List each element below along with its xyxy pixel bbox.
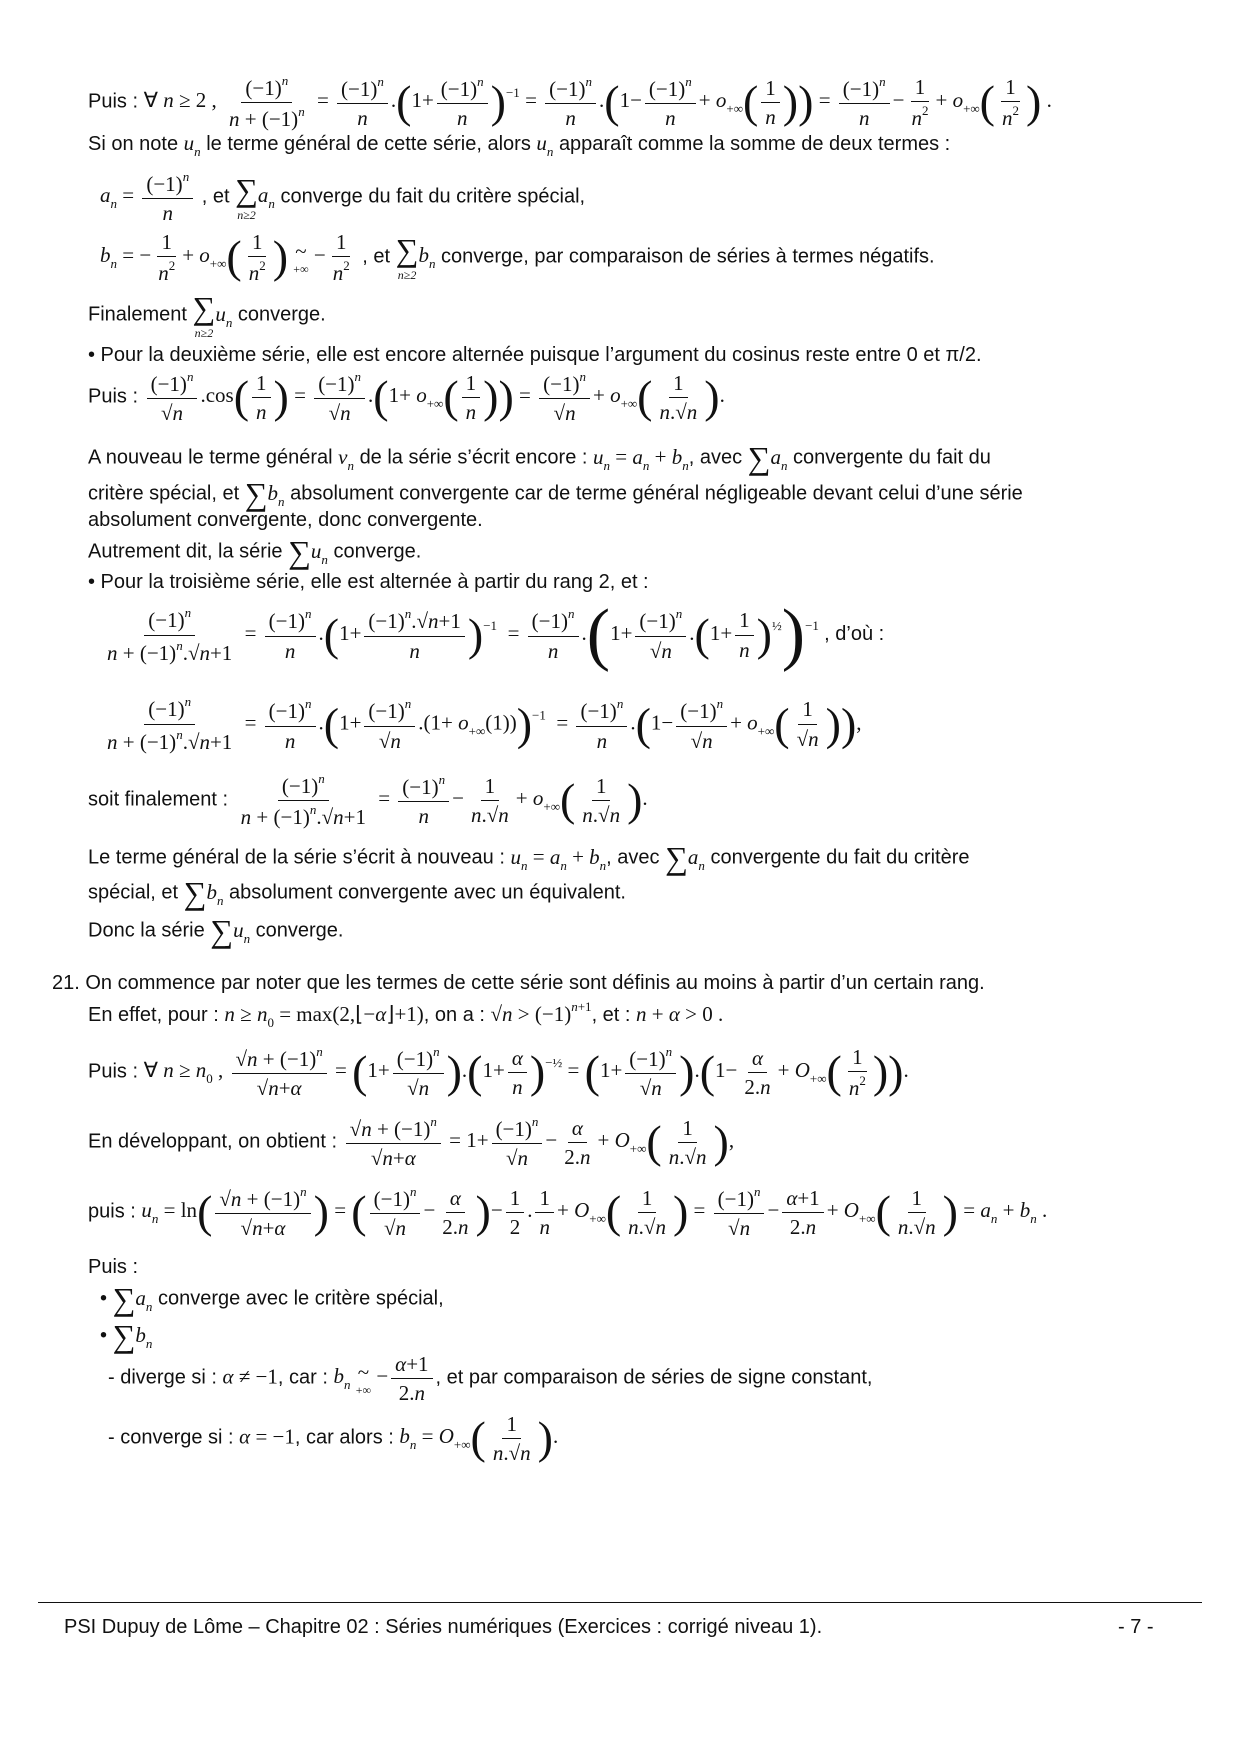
- text-b-et: , et: [362, 245, 391, 268]
- text-autrement: Autrement dit, la série $\sum u_n$ converge.: [88, 534, 422, 570]
- text-terme-3: convergente du fait du critère: [710, 846, 970, 869]
- text-21-intro: On commence par noter que les termes de cette série sont définis au moins à partir d’un certain rang.: [85, 972, 985, 994]
- text-diverge: - diverge si : α ≠ −1, car : $b_n$ ~ +∞ − $\frac{\alpha+1}{2.n}$ , et par comparaison de séries de signe constant,: [108, 1352, 873, 1406]
- formula-soit-finalement: soit finalement : $\frac{(-1)^n}{n + (-1)^n.√n+1}$ = $\frac{(-1)^n}{n}$ − $\frac{1}{n.√n}$ + $o_{+\infty}$( $\frac{1}{n.√n}$ ).: [88, 771, 648, 830]
- sum-an: ∑ n≥2: [235, 171, 258, 222]
- sum-bn: ∑ n≥2: [395, 231, 419, 282]
- math-un: $u_n$: [183, 131, 201, 159]
- text-donc-end: converge.: [255, 919, 344, 942]
- formula-puis-un: puis : $u_n = \ln$( $\frac{√n + (-1)^n}{√n+\alpha}$ ) = ( $\frac{(-1)^n}{√n}$ − $\frac{\alpha}{2.n}$ )− $\frac{1}{2}$ . $\frac{1}{n}$ + $O_{+\infty}$( $\frac{1}{n.√n}$ ) = $\frac{(-1)^n}{√n}$ − $\frac{\alpha+1}{2.n}$ + $O_{+\infty}$( $\frac{1}{n.√n}$ ) = $a_n + b_n$ .: [88, 1184, 1048, 1241]
- text-autrement-label: Autrement dit, la série: [88, 540, 283, 563]
- section-number: 21.: [52, 972, 80, 994]
- text-a-converge: converge du fait du critère spécial,: [280, 185, 586, 208]
- footer-rule: [38, 1602, 1202, 1603]
- math-un: $u_n$: [536, 131, 554, 159]
- text-nouveau-1: A nouveau le terme général: [88, 446, 333, 469]
- formula-bn: $b_n$ = − $\frac{1}{n^2}$ + $o_{+\infty}$( $\frac{1}{n^2}$ ) ~ +∞ − $\frac{1}{n^2}$ , et ∑ n≥2 $b_n$ converge, par comparaison de séries à termes négatifs.: [100, 230, 935, 286]
- text-finalement-label: Finalement: [88, 303, 187, 326]
- text-autrement-end: converge.: [333, 540, 422, 563]
- formula-puis-1: ∀ n ≥ 2 , $\frac{(-1)^n}{n + (-1)^n}$ = $\frac{(-1)^n}{n}$ .(1+ $\frac{(-1)^n}{n}$ )$^{-1}$ = $\frac{(-1)^n}{n}$ .(1− $\frac{(-1)^n}{n}$ + $o_{+\infty}$( $\frac{1}{n}$ )) = $\frac{(-1)^n}{n}$ − $\frac{1}{n^2}$ + $o_{+\infty}$( $\frac{1}{n^2}$ ) .: [143, 73, 1052, 132]
- text-nouveau-3: , avec: [688, 446, 743, 469]
- text-si-on-note: [88, 131, 950, 160]
- text-nouveau-4: convergente du fait du: [793, 446, 991, 469]
- text-finalement-end: converge.: [237, 303, 326, 326]
- formula-puis-cos: Puis : $\frac{(-1)^n}{√n}$ .cos( $\frac{1}{n}$ ) = $\frac{(-1)^n}{√n}$ $.(1+ o_{+\infty}$( $\frac{1}{n}$ )) = $\frac{(-1)^n}{√n}$ + $o_{+\infty}$( $\frac{1}{n.√n}$ ).: [88, 369, 725, 426]
- text-terme-general: Le terme général de la série s’écrit à nouveau : $u_n = a_n + b_n$, avec $\sum a_n$ convergente du fait du critère: [88, 840, 970, 876]
- label-puis: Puis :: [88, 90, 139, 113]
- text-deuxieme: • Pour la deuxième série, elle est encore alternée puisque l’argument du cosinus reste entre 0 et π/2.: [88, 344, 982, 366]
- text-abs-conv: absolument convergente, donc convergente.: [88, 509, 483, 531]
- text-critere-1: critère spécial, et: [88, 482, 240, 505]
- formula-21-puis: Puis : ∀ $n \ge n_0$ , $\frac{√n + (-1)^n}{√n+\alpha}$ = (1+ $\frac{(-1)^n}{√n}$ ).(1+ $\frac{\alpha}{n}$ )$^{-\frac{1}{2}}$ = (1+ $\frac{(-1)^n}{√n}$ ).(1− $\frac{\alpha}{2.n}$ + $O_{+\infty}$( $\frac{1}{n^2}$ )).: [88, 1044, 909, 1101]
- label-21-puis: Puis :: [88, 1060, 139, 1083]
- text-special-1: spécial, et: [88, 881, 179, 904]
- text-b-converge: converge, par comparaison de séries à termes négatifs.: [441, 245, 935, 268]
- formula-developpant: En développant, on obtient : $\frac{√n + (-1)^n}{√n+\alpha}$ = 1+ $\frac{(-1)^n}{√n}$ − $\frac{\alpha}{2.n}$ + $O_{+\infty}$( $\frac{1}{n.√n}$ ),: [88, 1114, 735, 1171]
- bullet-icon: •: [100, 1287, 108, 1310]
- text-si-on-note-mid: le terme général de cette série, alors: [206, 133, 531, 155]
- bullet-bn: • $\sum b_n$: [100, 1318, 153, 1354]
- text-terme-2: , avec: [606, 846, 660, 869]
- text-critere: critère spécial, et $\sum b_n$ absolument convergente car de terme général négligeable devant celui d’une série: [88, 476, 1023, 512]
- text-21-puis-2: Puis :: [88, 1256, 139, 1278]
- text-critere-2: absolument convergente car de terme général négligeable devant celui d’une série: [290, 482, 1023, 505]
- text-section-21-intro: [52, 972, 985, 995]
- text-car: , car :: [277, 1366, 328, 1389]
- text-en-effet-label: En effet, pour :: [88, 1004, 219, 1026]
- bullet-an: • $\sum a_n$ converge avec le critère spécial,: [100, 1281, 444, 1317]
- text-car-alors: , car alors :: [294, 1426, 394, 1449]
- formula-troisieme-2: $\frac{(-1)^n}{n + (-1)^n.√n+1}$ = $\frac{(-1)^n}{n}$ .(1+ $\frac{(-1)^n}{√n}$ $.(1+ o_{+\infty}(1)))^{-1}$ = $\frac{(-1)^n}{n}$ .(1− $\frac{(-1)^n}{√n}$ + $o_{+\infty}$( $\frac{1}{√n}$ )),: [107, 694, 862, 754]
- formula-troisieme-1: $\frac{(-1)^n}{n + (-1)^n.√n+1}$ = $\frac{(-1)^n}{n}$ .(1+ $\frac{(-1)^n.√n+1}{n}$ )$^{-1}$ = $\frac{(-1)^n}{n}$ .(1+ $\frac{(-1)^n}{√n}$ .(1+ $\frac{1}{n}$ )$^{\frac{1}{2}}$)$^{-1}$ , d’où :: [107, 596, 885, 673]
- text-nouveau-2: de la série s’écrit encore :: [359, 446, 588, 469]
- bullet-icon: •: [100, 1324, 108, 1347]
- text-on-a: , on a :: [423, 1004, 485, 1026]
- text-converge-label: - converge si :: [108, 1426, 234, 1449]
- text-bullet-a: converge avec le critère spécial,: [157, 1287, 444, 1310]
- text-developpant: En développant, on obtient :: [88, 1130, 338, 1153]
- text-troisieme: • Pour la troisième série, elle est alternée à partir du rang 2, et :: [88, 571, 649, 593]
- text-donc: Donc la série $\sum u_n$ converge.: [88, 913, 344, 949]
- text-converge: - converge si : α = −1, car alors : $b_n = O_{+\infty}$( $\frac{1}{n.√n}$ ).: [108, 1412, 559, 1466]
- footer-text: PSI Dupuy de Lôme – Chapitre 02 : Séries numériques (Exercices : corrigé niveau 1).: [64, 1616, 823, 1638]
- text-puis-un: puis :: [88, 1200, 136, 1223]
- page-number: - 7 -: [1118, 1616, 1154, 1638]
- text-et: , et :: [591, 1004, 631, 1026]
- text-si-on-note-prefix: Si on note: [88, 133, 179, 155]
- text-soit-finalement: soit finalement :: [88, 788, 229, 811]
- text-donc-label: Donc la série: [88, 919, 205, 942]
- text-a-et: , et: [201, 185, 230, 208]
- text-finalement: Finalement ∑ n≥2 $u_n$ converge.: [88, 290, 326, 340]
- text-special-2: absolument convergente avec un équivalent.: [229, 881, 626, 904]
- text-en-effet: En effet, pour : $n \ge n_0$ = max(2,⌊−α⌋+1), on a : $√n > (-1)^{n+1}$, et : n + α > 0 .: [88, 999, 724, 1030]
- label-puis-2: Puis :: [88, 385, 139, 408]
- text-diverge-end: , et par comparaison de séries de signe constant,: [435, 1366, 873, 1389]
- text-diverge-label: - diverge si :: [108, 1366, 217, 1389]
- text-special: spécial, et $\sum b_n$ absolument convergente avec un équivalent.: [88, 875, 626, 911]
- formula-an: $a_n$ = $\frac{(-1)^n}{n}$ , et ∑ n≥2 $a_n$ converge du fait du critère spécial,: [100, 169, 586, 226]
- text-si-on-note-end: apparaît comme la somme de deux termes :: [558, 133, 951, 155]
- text-dou: , d’où :: [824, 622, 885, 645]
- text-terme-1: Le terme général de la série s’écrit à nouveau :: [88, 846, 505, 869]
- text-puis-1: [88, 74, 1052, 131]
- text-a-nouveau: A nouveau le terme général $v_n$ de la série s’écrit encore : $u_n = a_n + b_n$, avec $\sum a_n$ convergente du fait du: [88, 440, 991, 476]
